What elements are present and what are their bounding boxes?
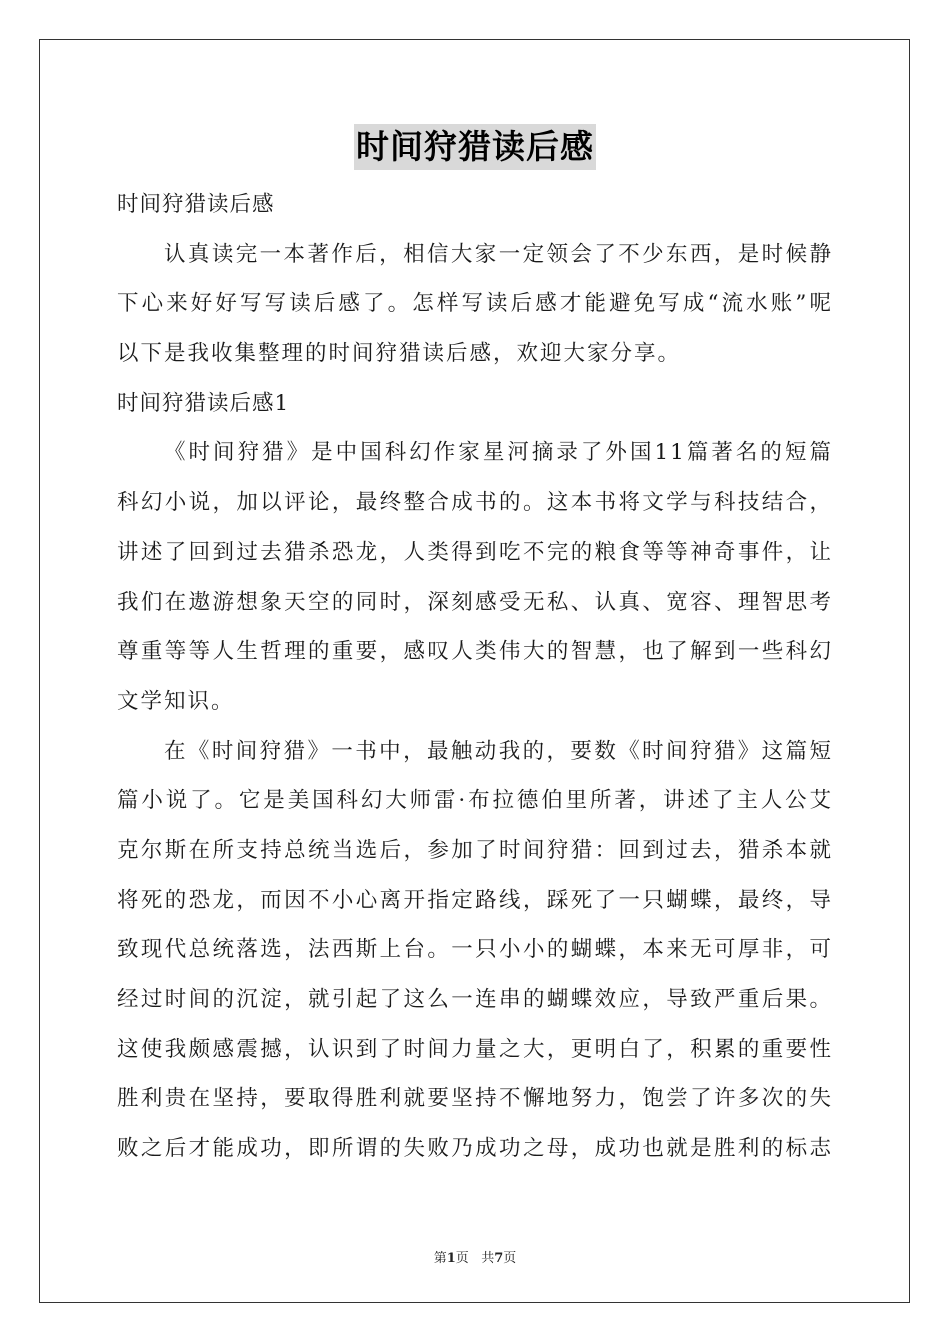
- intro-line-2: 下心来好好写写读后感了。怎样写读后感才能避免写成“流水账”呢: [117, 291, 833, 317]
- page-footer: [0, 1247, 950, 1266]
- paragraph1-line: 尊重等等人生哲理的重要，感叹人类伟大的智慧，也了解到一些科幻: [117, 639, 833, 665]
- paragraph1-line: 科幻小说，加以评论，最终整合成书的。这本书将文学与科技结合，: [117, 490, 833, 516]
- total-suffix: 页: [503, 1251, 517, 1266]
- subtitle: 时间狩猎读后感: [117, 192, 275, 217]
- intro-line-3: 以下是我收集整理的时间狩猎读后感，欢迎大家分享。: [117, 341, 682, 367]
- page-suffix: 页: [455, 1251, 469, 1266]
- paragraph2-line: 败之后才能成功，即所谓的失败乃成功之母，成功也就是胜利的标志: [117, 1136, 833, 1162]
- paragraph1-line: 我们在遨游想象天空的同时，深刻感受无私、认真、宽容、理智思考: [117, 589, 833, 615]
- total-prefix: 共: [481, 1251, 495, 1266]
- paragraph2-line: 将死的恐龙，而因不小心离开指定路线，踩死了一只蝴蝶，最终，导: [117, 887, 833, 913]
- paragraph2-line: 在《时间狩猎》一书中，最触动我的，要数《时间狩猎》这篇短: [164, 738, 833, 764]
- total-pages: 7: [494, 1251, 504, 1266]
- paragraph2-line: 经过时间的沉淀，就引起了这么一连串的蝴蝶效应，导致严重后果。: [117, 987, 833, 1012]
- paragraph2-line: 这使我颇感震撼，认识到了时间力量之大，更明白了，积累的重要性: [117, 1036, 833, 1062]
- paragraph1-line: 文学知识。: [117, 688, 235, 714]
- section-heading: 时间狩猎读后感1: [117, 390, 290, 416]
- paragraph2-line: 致现代总统落选，法西斯上台。一只小小的蝴蝶，本来无可厚非，可: [117, 937, 833, 963]
- document-title: 时间狩猎读后感: [354, 124, 596, 170]
- paragraph2-line: 胜利贵在坚持，要取得胜利就要坚持不懈地努力，饱尝了许多次的失: [117, 1086, 833, 1112]
- intro-line-1: 认真读完一本著作后，相信大家一定领会了不少东西，是时候静: [164, 241, 833, 267]
- document-body: [117, 180, 833, 1174]
- page-prefix: 第: [433, 1251, 447, 1266]
- paragraph1-line: 《时间狩猎》是中国科幻作家星河摘录了外国11篇著名的短篇: [164, 440, 833, 466]
- paragraph1-line: 讲述了回到过去猎杀恐龙，人类得到吃不完的粮食等等神奇事件，让: [117, 539, 833, 565]
- paragraph2-line: 篇小说了。它是美国科幻大师雷·布拉德伯里所著，讲述了主人公艾: [117, 788, 833, 814]
- paragraph2-line: 克尔斯在所支持总统当选后，参加了时间狩猎：回到过去，猎杀本就: [117, 837, 833, 863]
- page-number: 1: [446, 1251, 456, 1266]
- title-block: [0, 124, 950, 170]
